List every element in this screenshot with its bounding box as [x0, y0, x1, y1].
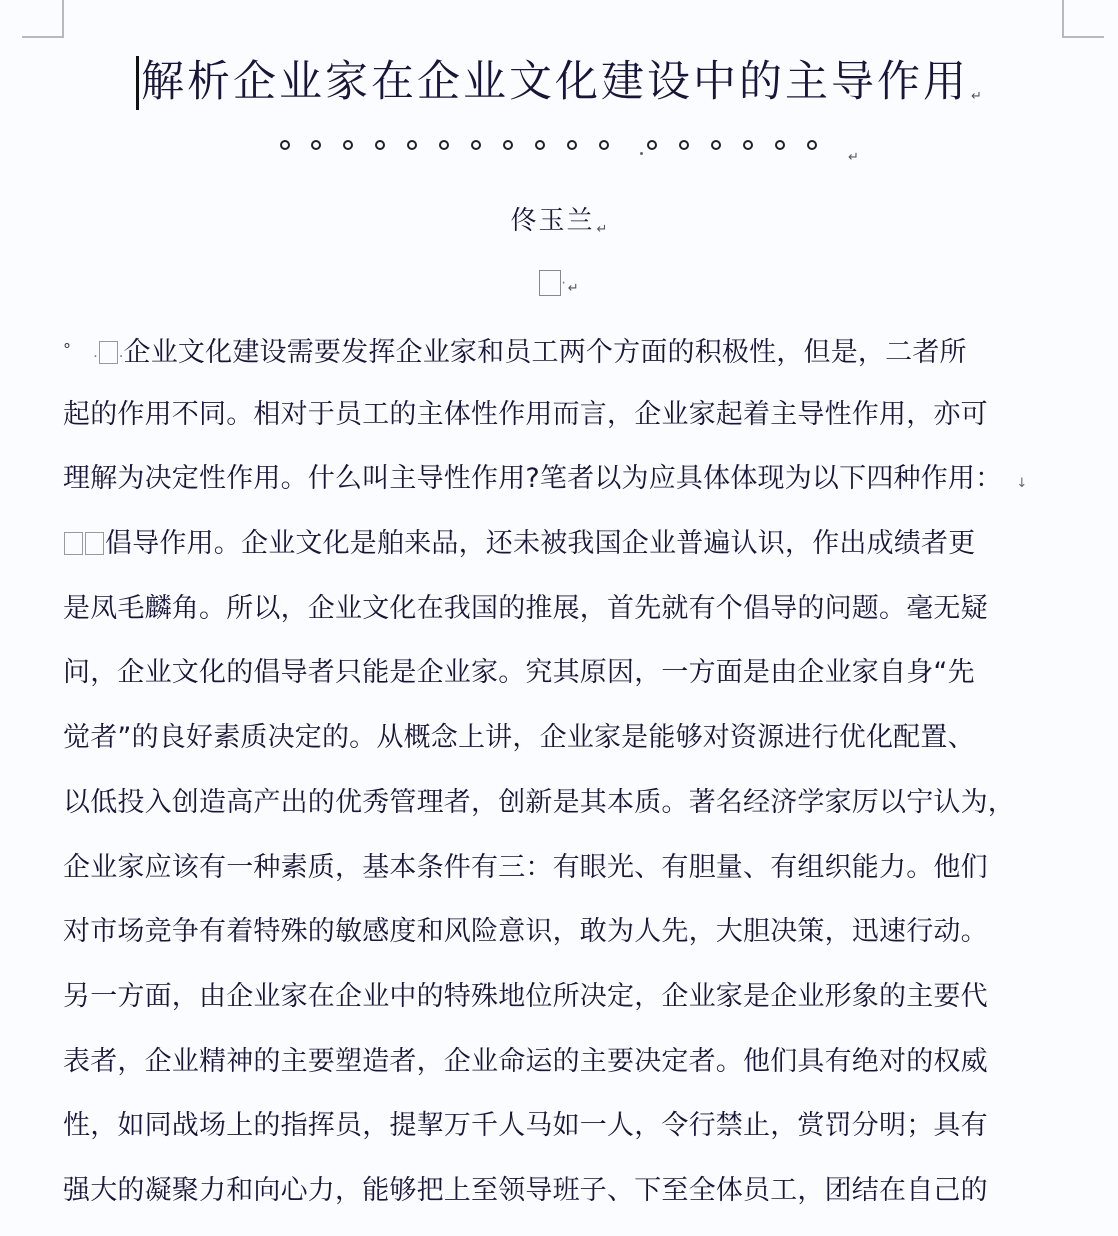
circle-dot-icon: [471, 140, 481, 150]
circle-dot-icon: [599, 140, 609, 150]
line-text: 理解为决定性作用。什么叫主导性作用?笔者以为应具体体现为以下四种作用：: [63, 463, 1003, 495]
paragraph-mark-icon: ↵: [848, 150, 859, 165]
circle-dot-icon: [647, 140, 657, 150]
circle-dot-icon: [375, 140, 385, 150]
decorative-dots-row: [278, 134, 898, 174]
body-text[interactable]: [63, 326, 1063, 1232]
text-line: 问，企业文化的倡导者只能是企业家。究其原因，一方面是由企业家自身“先: [63, 657, 975, 689]
text-line: 对市场竞争有着特殊的敏感度和风险意识，敢为人先，大胆决策，迅速行动。: [63, 916, 988, 948]
author-name[interactable]: 佟玉兰: [510, 206, 595, 236]
crop-mark-top-right: [1062, 0, 1104, 38]
degree-mark: °: [63, 340, 72, 359]
missing-glyph-box-icon: [85, 532, 104, 555]
paragraph-mark-icon: ↵: [971, 89, 982, 104]
text-line: 强大的凝聚力和向心力，能够把上至领导班子、下至全体员工，团结在自己的: [63, 1174, 988, 1206]
line-break-arrow-icon: ↓: [1016, 476, 1028, 492]
missing-glyph-box-icon: [99, 341, 118, 364]
document-title[interactable]: 解析企业家在企业文化建设中的主导作用: [141, 57, 970, 107]
small-dot-icon: [640, 152, 643, 155]
text-cursor: [136, 56, 139, 110]
text-line: [63, 520, 1063, 585]
missing-glyph-box-icon: [64, 532, 83, 555]
text-line: 企业家应该有一种素质，基本条件有三：有眼光、有胆量、有组织能力。他们: [63, 851, 988, 883]
circle-dot-icon: [407, 140, 417, 150]
circle-dot-icon: [535, 140, 545, 150]
text-line: 起的作用不同。相对于员工的主体性作用而言，企业家起着主导性作用，亦可: [63, 398, 988, 430]
title-row: [0, 48, 1118, 110]
circle-dot-icon: [679, 140, 689, 150]
paragraph-mark-icon: ↵: [567, 280, 579, 296]
text-line: [63, 326, 1063, 391]
paragraph-mark-icon: ↵: [596, 222, 608, 237]
placeholder-box-row: [0, 270, 1118, 296]
middle-dot: ·: [93, 349, 98, 365]
text-line: 以低投入创造高产出的优秀管理者，创新是其本质。著名经济学家厉以宁认为，: [63, 786, 1015, 818]
text-line: 另一方面，由企业家在企业中的特殊地位所决定，企业家是企业形象的主要代: [63, 980, 988, 1012]
circle-dot-icon: [311, 140, 321, 150]
middle-dot: ·: [118, 349, 124, 365]
middle-dot: ·: [561, 275, 566, 292]
circle-dot-icon: [775, 140, 785, 150]
text-line: 表者，企业精神的主要塑造者，企业命运的主要决定者。他们具有绝对的权威: [63, 1045, 988, 1077]
circle-dot-icon: [280, 140, 290, 150]
author-row: [0, 200, 1118, 237]
line-text: 倡导作用。企业文化是舶来品，还未被我国企业普遍认识，作出成绩者更: [105, 528, 976, 560]
text-line: 性，如同战场上的指挥员，提挈万千人马如一人，令行禁止，赏罚分明；具有: [63, 1110, 988, 1142]
circle-dot-icon: [343, 140, 353, 150]
circle-dot-icon: [567, 140, 577, 150]
text-line: 是凤毛麟角。所以，企业文化在我国的推展，首先就有个倡导的问题。毫无疑: [63, 592, 988, 624]
line-text: 企业文化建设需要发挥企业家和员工两个方面的积极性，但是，二者所: [123, 337, 967, 368]
crop-mark-top-left: [22, 0, 64, 38]
text-line: [63, 455, 1063, 520]
text-line: 觉者”的良好素质决定的。从概念上讲，企业家是能够对资源进行优化配置、: [63, 722, 975, 754]
circle-dot-icon: [807, 140, 817, 150]
missing-glyph-box-icon: [539, 270, 561, 296]
circle-dot-icon: [743, 140, 753, 150]
circle-dot-icon: [503, 140, 513, 150]
circle-dot-icon: [439, 140, 449, 150]
circle-dot-icon: [711, 140, 721, 150]
